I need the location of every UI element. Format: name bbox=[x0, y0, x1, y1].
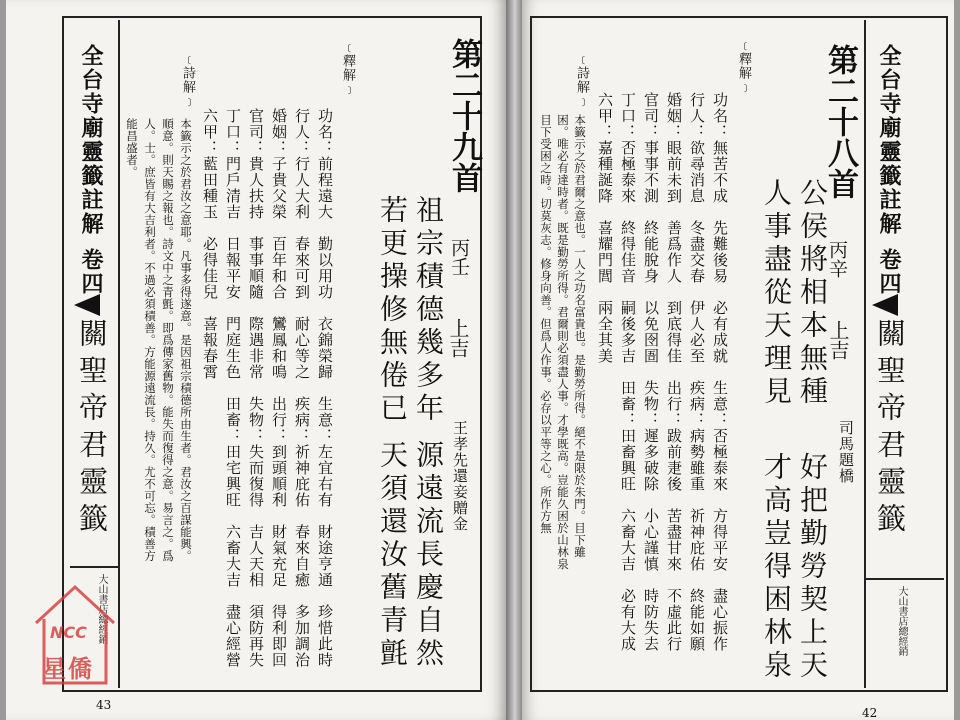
right-poem-title: 第二十八首 bbox=[822, 44, 858, 199]
right-volume: 卷四 bbox=[876, 248, 902, 296]
left-interp-row-5: 丁口：門戶清吉 日報平安 門庭生色 田畜：田宅興旺 六畜大吉 盡心經營 bbox=[224, 108, 242, 668]
right-poem-line-3: 好把勤勞契上天 bbox=[796, 452, 829, 683]
right-interpretation-heading: ﹝釋解﹞ bbox=[736, 38, 751, 94]
right-commentary-line-1: 本籤示之於君爾之意也。一人之功名富貴也。是勤勞所得。絕不是限於朱門。目下雖 bbox=[573, 114, 587, 558]
right-poem-stem: 丙辛 bbox=[826, 240, 848, 278]
right-commentary-line-3: 目下受困之時。切莫灰志。修身向善。但爲人作事。必存以平等之心。所作方無 bbox=[539, 114, 553, 534]
left-page-number: 43 bbox=[96, 698, 112, 712]
left-publisher-rule bbox=[70, 566, 118, 568]
right-commentary-heading: ﹝詩解﹞ bbox=[574, 52, 589, 108]
right-spine-rule bbox=[864, 20, 866, 688]
book-gutter bbox=[506, 0, 522, 720]
right-interp-row-5: 丁口：否極泰來 終得佳音 嗣後多吉 田畜：田畜興旺 六畜大吉 必有大成 bbox=[619, 92, 637, 652]
left-interp-row-6: 六甲：藍田種玉 必得佳兒 喜報春霄 bbox=[201, 108, 219, 380]
left-interpretation-heading: ﹝釋解﹞ bbox=[340, 40, 355, 96]
left-spine-triangle bbox=[74, 294, 100, 316]
left-interp-row-1: 功名：前程遠大 勤以用功 衣錦榮歸 生意：左宜右有 財途亨通 珍惜此時 bbox=[316, 108, 334, 668]
right-interp-row-2: 行人：欲尋消息 冬盡交春 伊人必至 疾病：病勢雖重 祈神庇佑 終能如願 bbox=[688, 92, 706, 652]
right-poem-line-4: 才高豈得困林泉 bbox=[760, 452, 793, 683]
left-deity-title: 關聖帝君靈籤 bbox=[75, 318, 109, 540]
watermark-latin: NCC bbox=[50, 623, 87, 642]
left-commentary-heading: ﹝詩解﹞ bbox=[180, 52, 195, 108]
left-commentary-line-4: 能昌盛者。 bbox=[125, 118, 139, 178]
left-interp-row-2: 行人：行人大利 春來可到 耐心等之 疾病：祈神庇佑 春來自癒 多加調治 bbox=[293, 108, 311, 668]
right-interp-row-4: 官司：事事不測 終能脫身 以免囹圄 失物：遲多破除 小心謹慎 時防失去 bbox=[642, 92, 660, 652]
right-interp-row-6: 六甲：嘉種誕降 喜耀門閭 兩全其美 bbox=[596, 92, 614, 364]
right-page bbox=[522, 0, 954, 720]
left-commentary-line-1: 本籤示之於君汝之意耶。凡事多得遂意。是因祖宗積德所由生者。君汝之百謀能興。 bbox=[179, 118, 193, 562]
right-deity-title: 關聖帝君靈籤 bbox=[873, 318, 907, 540]
right-commentary-line-2: 困。唯必有達時者。既是勤勞所得。君爾則必須盡人事。才學既高。豈能久困於山林泉 bbox=[556, 114, 570, 570]
left-interp-row-4: 官司：貴人扶持 事事順隨 際遇非常 失物：失而復得 吉人天相 須防再失 bbox=[247, 108, 265, 668]
right-poem-rank: 上吉 bbox=[826, 320, 850, 360]
left-poem-line-3: 源遠流長慶自然 bbox=[412, 440, 445, 671]
right-publisher: 大山書店總經銷 bbox=[896, 586, 907, 656]
left-poem-rank: 上吉 bbox=[446, 318, 470, 358]
left-interp-row-3: 婚姻：子貴父榮 百年和合 鸞鳳和鳴 出行：到頭順利 財氣充足 得利即回 bbox=[270, 108, 288, 668]
left-poem-line-4: 天須還汝舊青氈 bbox=[376, 440, 409, 671]
right-interp-row-1: 功名：無苦不成 先難後易 必有成就 生意：否極泰來 方得平安 盡心振作 bbox=[711, 92, 729, 652]
left-donor: 王孝先還妾贈金 bbox=[451, 420, 469, 532]
left-commentary-line-3: 人。士。庶皆有大吉利者。不過必須積善。方能源遠流長。持久。尤不可忘。積善方 bbox=[143, 118, 157, 562]
right-interp-row-3: 婚姻：眼前未到 善爲作人 到底得佳 出行：跋前疌後 苦盡甘來 不虛此行 bbox=[665, 92, 683, 652]
right-poem-line-1: 公侯將相本無種 bbox=[796, 178, 829, 409]
left-series-title: 全台寺廟靈籤註解 bbox=[78, 44, 104, 236]
right-publisher-rule bbox=[866, 578, 944, 580]
right-page-number: 42 bbox=[862, 706, 878, 720]
left-volume: 卷四 bbox=[78, 248, 104, 296]
left-poem-line-1: 祖宗積德幾多年 bbox=[412, 195, 445, 426]
left-commentary-line-2: 順意。則天賜之報也。詩文中之青氈。即爲傳家舊物。能失而復得之意。易言之。爲 bbox=[161, 118, 175, 562]
left-poem-line-2: 若更操修無倦已 bbox=[376, 195, 409, 426]
right-spine-triangle bbox=[872, 294, 898, 316]
right-poem-line-2: 人事盡從天理見 bbox=[760, 178, 793, 409]
left-poem-title: 第二十九首 bbox=[446, 38, 482, 193]
watermark-stamp bbox=[30, 583, 120, 688]
right-donor: 司馬題橋 bbox=[837, 420, 855, 484]
left-poem-stem: 丙壬 bbox=[448, 238, 470, 276]
right-series-title: 全台寺廟靈籤註解 bbox=[876, 44, 902, 236]
watermark-chinese: 星僑 bbox=[42, 655, 94, 683]
left-publisher: 大山書店總經銷 bbox=[96, 574, 107, 644]
